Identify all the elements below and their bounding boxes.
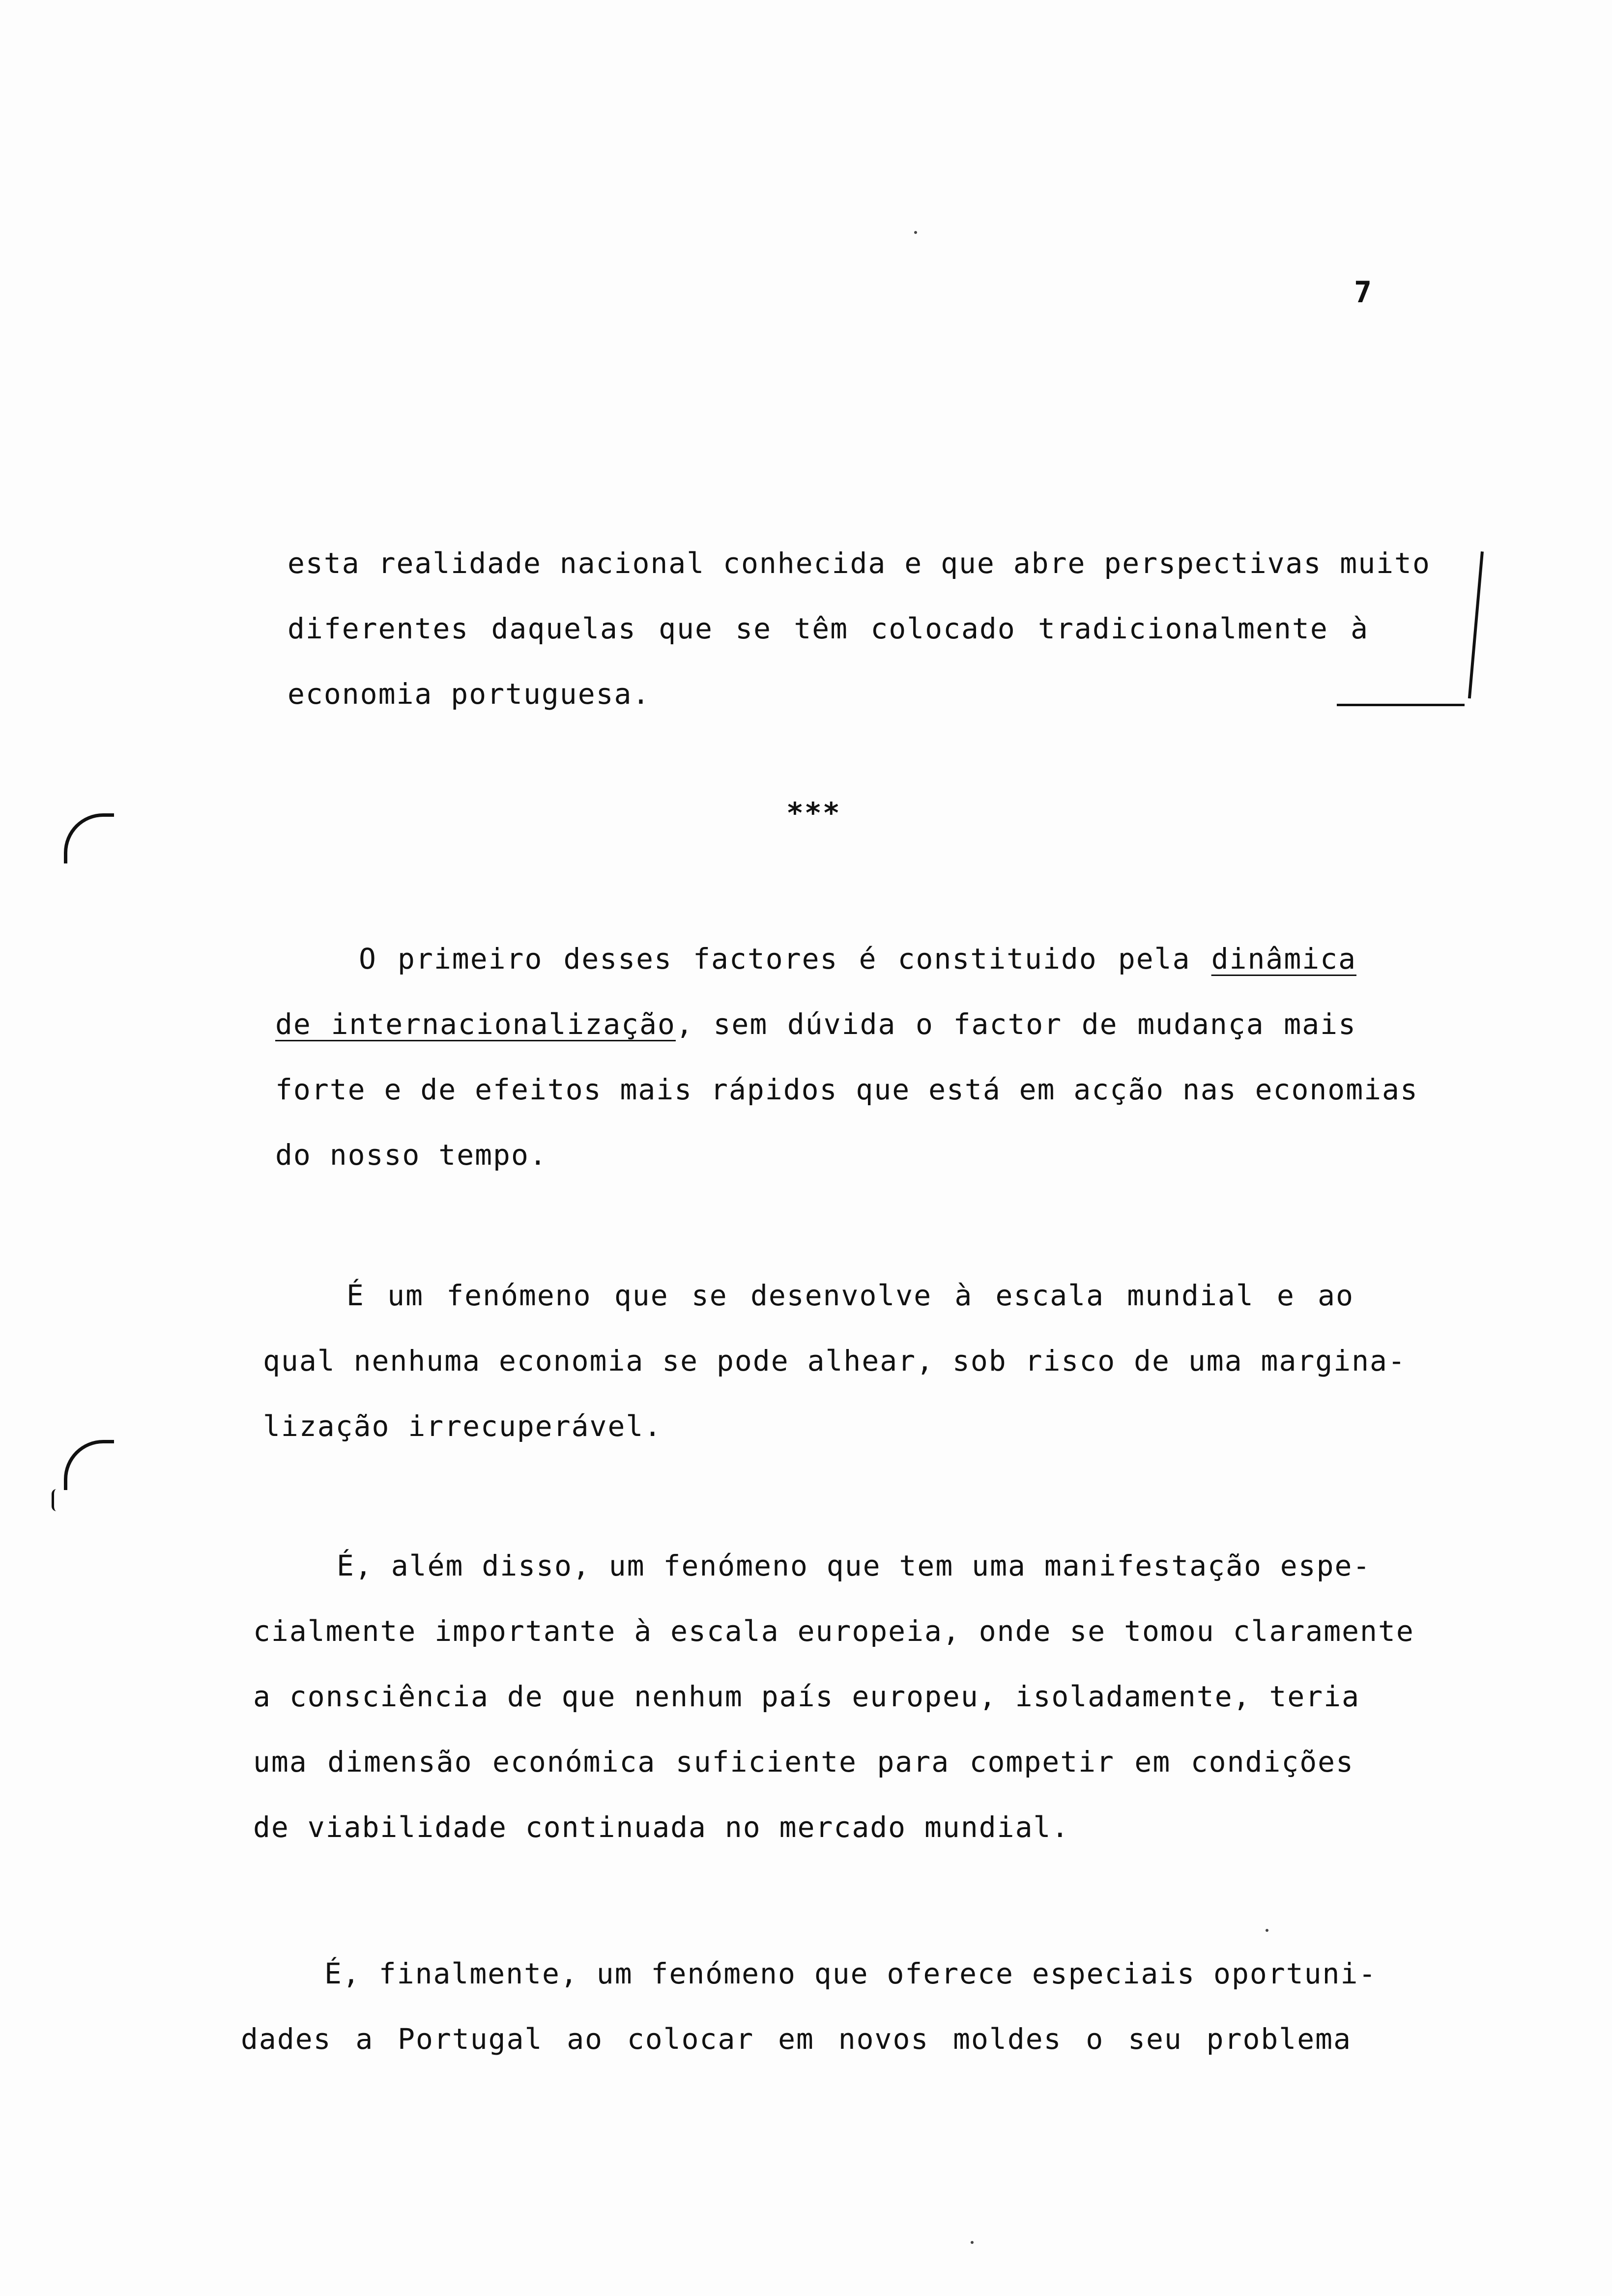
punch-hole-mark bbox=[64, 813, 114, 863]
text-line: forte e de efeitos mais rápidos que está em acção nas economias bbox=[275, 1073, 1418, 1106]
text-line: de viabilidade continuada no mercado mundial. bbox=[253, 1810, 1070, 1844]
page-number: 7 bbox=[1354, 275, 1372, 310]
text-line: de internacionalização, sem dúvida o factor de mudança mais bbox=[275, 1007, 1356, 1041]
paragraph bbox=[241, 1941, 1377, 2072]
margin-bracket-mark bbox=[1448, 550, 1484, 699]
punch-hole-mark bbox=[64, 1440, 114, 1490]
paragraph bbox=[288, 531, 1431, 727]
scan-speck bbox=[914, 231, 917, 234]
text-line: economia portuguesa. bbox=[288, 677, 651, 711]
text-line: É um fenómeno que se desenvolve à escala mundial e ao bbox=[346, 1279, 1354, 1312]
section-separator: *** bbox=[786, 796, 841, 830]
text-line: do nosso tempo. bbox=[275, 1138, 547, 1172]
text-line: diferentes daquelas que se têm colocado tradicionalmente à bbox=[288, 612, 1369, 645]
text-line: a consciência de que nenhum país europeu, isoladamente, teria bbox=[253, 1680, 1360, 1713]
text-line: É, finalmente, um fenómeno que oferece especiais oportuni- bbox=[324, 1957, 1377, 1990]
text-line: dades a Portugal ao colocar em novos moldes o seu problema bbox=[241, 2022, 1352, 2056]
margin-tick-mark bbox=[52, 1489, 59, 1511]
text-line: esta realidade nacional conhecida e que abre perspectivas muito bbox=[288, 546, 1431, 580]
scan-speck bbox=[1266, 1929, 1268, 1932]
text-line: É, além disso, um fenómeno que tem uma manifestação espe- bbox=[337, 1549, 1371, 1582]
paragraph bbox=[263, 1263, 1406, 1459]
text-line: uma dimensão económica suficiente para competir em condições bbox=[253, 1745, 1354, 1779]
margin-underline-mark bbox=[1337, 704, 1465, 706]
paragraph bbox=[275, 926, 1418, 1188]
underlined-phrase: dinâmica bbox=[1211, 942, 1356, 976]
text-line: cialmente importante à escala europeia, onde se tomou claramente bbox=[253, 1614, 1414, 1648]
text-line: lização irrecuperável. bbox=[263, 1409, 662, 1443]
text-line: O primeiro desses factores é constituido pela dinâmica bbox=[359, 942, 1356, 976]
paragraph bbox=[253, 1533, 1414, 1860]
text-line: qual nenhuma economia se pode alhear, sob risco de uma margina- bbox=[263, 1344, 1406, 1378]
underlined-phrase: de internacionalização bbox=[275, 1007, 676, 1041]
scan-speck bbox=[971, 2241, 974, 2244]
